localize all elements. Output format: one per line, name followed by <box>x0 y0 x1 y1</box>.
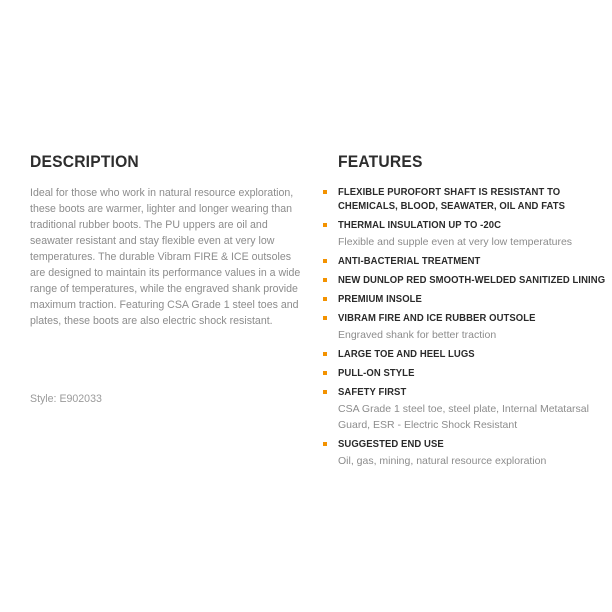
feature-title: VIBRAM FIRE AND ICE RUBBER OUTSOLE <box>338 313 536 324</box>
square-bullet-icon <box>323 352 327 356</box>
feature-item <box>322 348 606 362</box>
feature-item <box>322 274 606 288</box>
square-bullet-icon <box>323 278 327 282</box>
feature-title: FLEXIBLE PUROFORT SHAFT IS RESISTANT TO CHEMICALS, BLOOD, SEAWATER, OIL AND FATS <box>338 187 566 212</box>
square-bullet-icon <box>323 390 327 394</box>
square-bullet-icon <box>323 371 327 375</box>
feature-description: CSA Grade 1 steel toe, steel plate, Internal Metatarsal Guard, ESR - Electric Shock Resistant <box>338 403 589 431</box>
feature-item <box>322 367 606 381</box>
square-bullet-icon <box>323 259 327 263</box>
feature-description: Flexible and supple even at very low temperatures <box>338 236 573 248</box>
feature-item <box>322 255 606 269</box>
square-bullet-icon <box>323 190 327 194</box>
style-number: Style: E902033 <box>30 393 102 405</box>
feature-item <box>322 293 606 307</box>
square-bullet-icon <box>323 297 327 301</box>
feature-description: Oil, gas, mining, natural resource exploration <box>338 455 547 467</box>
feature-item <box>322 312 606 343</box>
feature-title: PULL-ON STYLE <box>338 368 415 379</box>
description-heading: DESCRIPTION <box>30 152 139 171</box>
feature-title: NEW DUNLOP RED SMOOTH-WELDED SANITIZED LINING <box>338 275 606 286</box>
feature-item <box>322 186 606 214</box>
description-text: Ideal for those who work in natural resource exploration, these boots are warmer, lighter and longer wearing than traditional rubber boots. The PU uppers are oil and seawater resistant and stay flexible even at very low temperatures. The durable Vibram FIRE & ICE outsoles are designed to maintain its performance values in a wide range of temperatures, while the engraved shank provide maximum traction. Featuring CSA Grade 1 steel toes and plates, these boots are also electric shock resistant. <box>30 187 301 327</box>
square-bullet-icon <box>323 316 327 320</box>
feature-item <box>322 438 606 469</box>
feature-title: SAFETY FIRST <box>338 387 407 398</box>
features-heading: FEATURES <box>338 152 423 171</box>
feature-title: ANTI-BACTERIAL TREATMENT <box>338 256 481 267</box>
feature-title: PREMIUM INSOLE <box>338 294 422 305</box>
feature-item <box>322 219 606 250</box>
feature-title: LARGE TOE AND HEEL LUGS <box>338 349 475 360</box>
feature-title: SUGGESTED END USE <box>338 439 444 450</box>
feature-description: Engraved shank for better traction <box>338 329 497 341</box>
feature-title: THERMAL INSULATION UP TO -20C <box>338 220 502 231</box>
features-list <box>322 186 606 474</box>
square-bullet-icon <box>323 442 327 446</box>
feature-item <box>322 386 606 433</box>
square-bullet-icon <box>323 223 327 227</box>
